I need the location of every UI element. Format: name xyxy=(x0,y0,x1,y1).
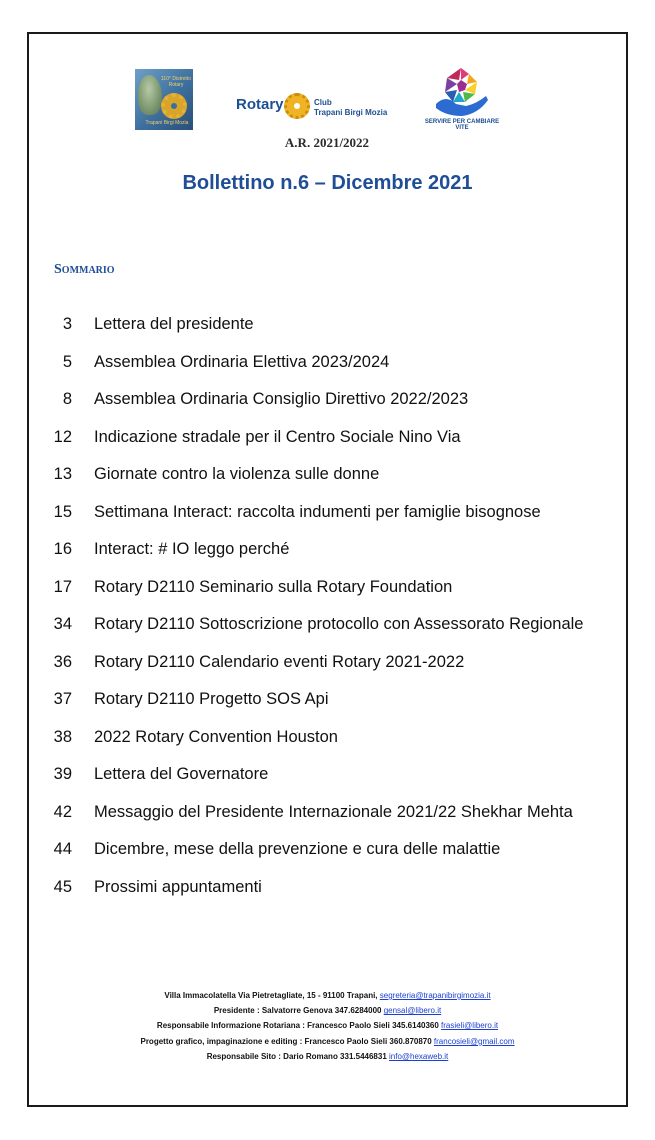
rotary-wheel-icon xyxy=(284,93,310,119)
toc-page-number: 16 xyxy=(53,540,72,558)
footer-info-email[interactable]: frasieli@libero.it xyxy=(441,1021,499,1031)
rotary-wheel-icon xyxy=(161,93,187,119)
toc-item-label: Settimana Interact: raccolta indumenti per famiglie bisognose xyxy=(94,502,541,521)
toc-item[interactable] xyxy=(0,650,655,674)
footer-site-line xyxy=(0,1049,655,1064)
toc-item-label: Assemblea Ordinaria Elettiva 2023/2024 xyxy=(94,352,390,371)
club-name xyxy=(314,98,387,118)
rotary-wordmark: Rotary xyxy=(236,96,284,113)
toc-item[interactable] xyxy=(0,537,655,561)
toc-page-number: 15 xyxy=(53,502,72,521)
footer-address: Villa Immacolatella Via Pietretagliate, 15 - 91100 Trapani, xyxy=(164,991,378,1000)
toc-page-number: 3 xyxy=(62,315,72,333)
toc-page-number: 38 xyxy=(53,727,72,746)
toc-item[interactable] xyxy=(0,612,655,636)
toc-item[interactable] xyxy=(0,500,655,524)
toc-item-label: Interact: # IO leggo perché xyxy=(94,540,290,558)
toc-item[interactable] xyxy=(0,350,655,374)
footer-graphics: Progetto grafico, impaginazione e editing : Francesco Paolo Sieli 360.870870 xyxy=(140,1036,432,1046)
toc-page-number: 13 xyxy=(53,465,72,483)
bulletin-title: Bollettino n.6 – Dicembre 2021 xyxy=(182,172,473,194)
toc-item-label: 2022 Rotary Convention Houston xyxy=(94,727,338,746)
toc-item[interactable] xyxy=(0,387,655,411)
toc-item-label: Lettera del presidente xyxy=(94,315,254,333)
footer-president: Presidente : Salvatorre Genova 347.6284000 xyxy=(213,1006,382,1016)
toc-item[interactable] xyxy=(0,800,655,824)
toc-item-label: Rotary D2110 Progetto SOS Api xyxy=(94,690,329,708)
toc-item-label: Giornate contro la violenza sulle donne xyxy=(94,465,380,483)
toc-item-label: Rotary D2110 Calendario eventi Rotary 2021-2022 xyxy=(94,652,465,671)
toc-item[interactable] xyxy=(0,725,655,749)
footer-info-line xyxy=(0,1018,655,1033)
district-logo-line1: 110° Distretto xyxy=(161,76,191,82)
toc-item-label: Prossimi appuntamenti xyxy=(94,877,262,896)
toc-page-number: 5 xyxy=(62,352,72,371)
district-logo-line2: Rotary xyxy=(168,82,184,88)
toc-page-number: 12 xyxy=(53,427,72,446)
district-logo xyxy=(135,69,193,130)
district-logo-bottom: Trapani Birgi Mozia xyxy=(145,120,189,126)
toc-item-label: Dicembre, mese della prevenzione e cura delle malattie xyxy=(94,840,501,858)
toc-page-number: 17 xyxy=(53,577,72,596)
toc-item[interactable] xyxy=(0,687,655,711)
club-line2: Trapani Birgi Mozia xyxy=(314,108,388,117)
toc-page-number: 36 xyxy=(53,652,72,671)
toc-page-number: 8 xyxy=(62,390,72,408)
toc-item-label: Messaggio del Presidente Internazionale 2021/22 Shekhar Mehta xyxy=(94,802,573,821)
footer-contacts xyxy=(0,988,655,1064)
toc-item-label: Rotary D2110 Sottoscrizione protocollo con Assessorato Regionale xyxy=(94,615,584,633)
toc-item[interactable] xyxy=(0,837,655,861)
rotary-year: A.R. 2021/2022 xyxy=(284,135,370,150)
toc-page-number: 34 xyxy=(53,615,72,633)
footer-secretary-email[interactable]: segreteria@trapanibirgimozia.it xyxy=(379,991,491,1000)
footer-graphics-email[interactable]: francosieli@gmail.com xyxy=(433,1036,515,1046)
theme-tagline: SERVIRE PER CAMBIARE VITE xyxy=(424,119,500,131)
toc-page-number: 44 xyxy=(53,840,72,858)
theme-logo xyxy=(424,64,500,134)
club-line1: Club xyxy=(314,98,332,107)
footer-site: Responsabile Sito : Dario Romano 331.5446831 xyxy=(206,1051,387,1061)
toc-item[interactable] xyxy=(0,462,655,486)
toc-item[interactable] xyxy=(0,575,655,599)
toc-page-number: 39 xyxy=(53,765,72,783)
toc-page-number: 37 xyxy=(53,690,72,708)
toc-item[interactable] xyxy=(0,762,655,786)
toc-item-label: Indicazione stradale per il Centro Sociale Nino Via xyxy=(94,427,461,446)
toc-item[interactable] xyxy=(0,875,655,899)
toc-item[interactable] xyxy=(0,312,655,336)
toc-item-label: Lettera del Governatore xyxy=(94,765,269,783)
footer-president-email[interactable]: gensal@libero.it xyxy=(383,1006,442,1016)
footer-president-line xyxy=(0,1003,655,1018)
toc-item[interactable] xyxy=(0,425,655,449)
toc-page-number: 45 xyxy=(53,877,72,896)
summary-heading: Sommario xyxy=(54,262,115,277)
toc-item-label: Assemblea Ordinaria Consiglio Direttivo 2022/2023 xyxy=(94,390,469,408)
footer-graphics-line xyxy=(0,1034,655,1049)
footer-info: Responsabile Informazione Rotariana : Francesco Paolo Sieli 345.6140360 xyxy=(156,1021,439,1031)
toc-page-number: 42 xyxy=(53,802,72,821)
footer-address-line xyxy=(0,988,655,1003)
footer-site-email[interactable]: info@hexaweb.it xyxy=(389,1051,449,1061)
hands-globe-icon xyxy=(426,64,496,120)
toc-item-label: Rotary D2110 Seminario sulla Rotary Foundation xyxy=(94,577,453,596)
